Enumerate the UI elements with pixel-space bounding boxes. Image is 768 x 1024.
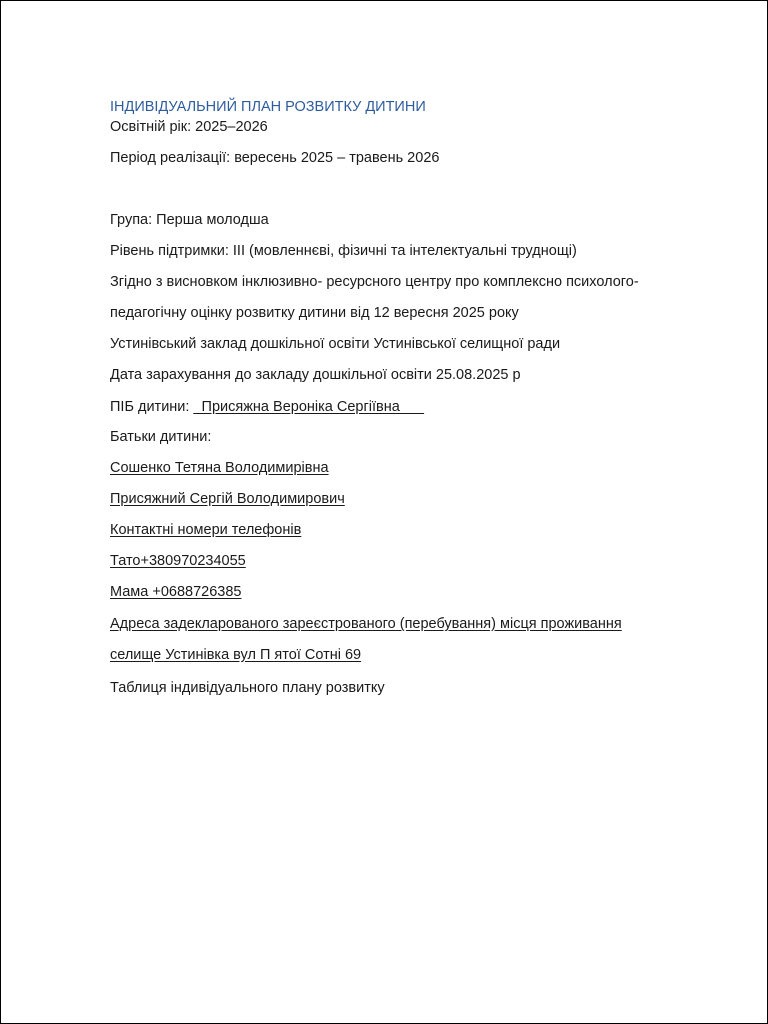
table-title: Таблиця індивідуального плану розвитку bbox=[110, 680, 385, 696]
institution: Устинівський заклад дошкільної освіти Устинівської селищної ради bbox=[110, 336, 561, 352]
support-level: Рівень підтримки: ІІІ (мовленнєві, фізичні та інтелектуальні труднощі) bbox=[110, 243, 577, 259]
father-phone: Тато+380970234055 bbox=[110, 553, 246, 569]
address-label: Адреса задекларованого зареєстрованого (перебування) місця проживання bbox=[110, 616, 622, 632]
contacts-label: Контактні номери телефонів bbox=[110, 522, 302, 538]
document-title: ІНДИВІДУАЛЬНИЙ ПЛАН РОЗВИТКУ ДИТИНИ bbox=[110, 99, 426, 115]
child-row bbox=[110, 398, 424, 416]
address: селище Устинівка вул П ятої Сотні 69 bbox=[110, 647, 362, 663]
mother-phone: Мама +0688726385 bbox=[110, 584, 242, 600]
mother-name: Сошенко Тетяна Володимирівна bbox=[110, 460, 329, 476]
implementation-period: Період реалізації: вересень 2025 – травень 2026 bbox=[110, 150, 440, 166]
enrollment-date: Дата зарахування до закладу дошкільної освіти 25.08.2025 р bbox=[110, 367, 521, 383]
child-name: _Присяжна Вероніка Сергіївна___ bbox=[193, 399, 424, 415]
child-label: ПІБ дитини: bbox=[110, 399, 194, 415]
parents-label: Батьки дитини: bbox=[110, 429, 212, 445]
group: Група: Перша молодша bbox=[110, 212, 269, 228]
conclusion-line-2: педагогічну оцінку розвитку дитини від 12 вересня 2025 року bbox=[110, 305, 519, 321]
academic-year: Освітній рік: 2025–2026 bbox=[110, 119, 268, 135]
conclusion-line-1: Згідно з висновком інклюзивно- ресурсного центру про комплексно психолого- bbox=[110, 274, 639, 290]
father-name: Присяжний Сергій Володимирович bbox=[110, 491, 345, 507]
